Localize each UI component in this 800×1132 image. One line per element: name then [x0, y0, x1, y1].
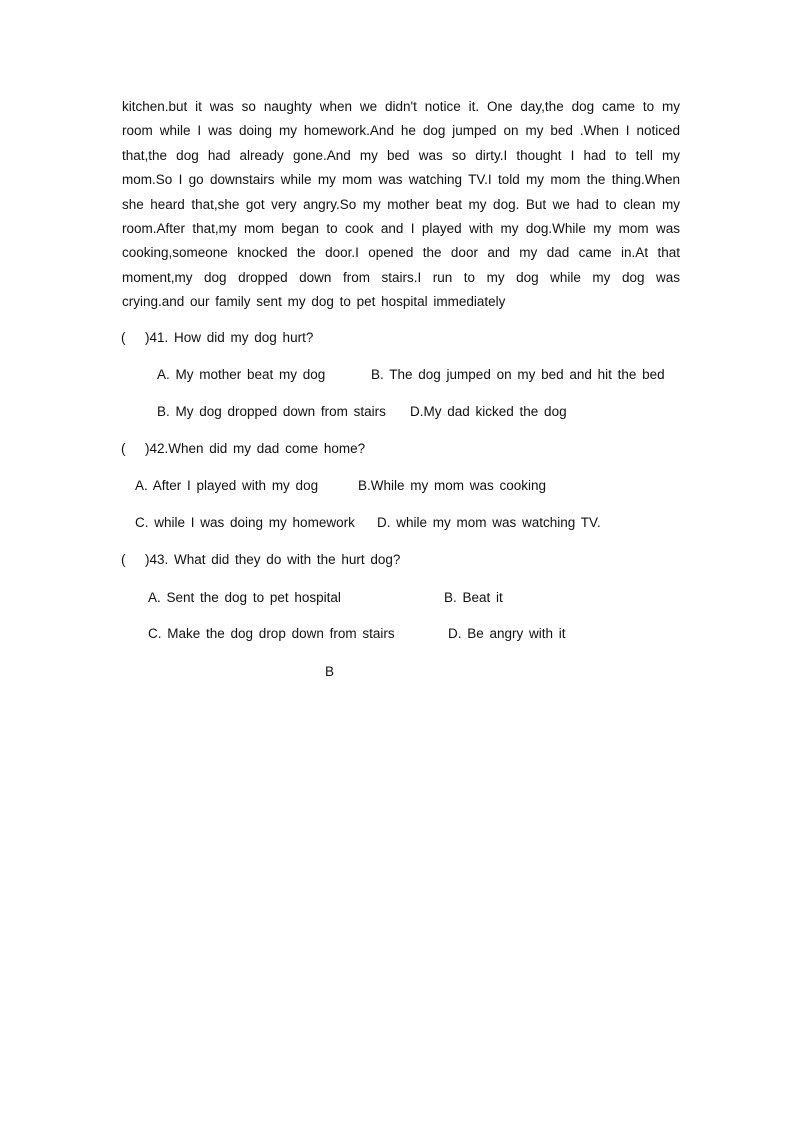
option-a: A. After I played with my dog — [135, 478, 319, 493]
answer-blank: ( — [121, 441, 126, 456]
answer-blank: ( — [121, 330, 126, 345]
passage-line: moment,my dog dropped down from stairs.I run to my dog while my dog was — [122, 269, 680, 285]
passage-line: that,the dog had already gone.And my bed was so dirty.I thought I had to tell my — [122, 147, 680, 163]
question-43-options-row-1 — [148, 587, 503, 609]
question-43-options-row-2 — [148, 623, 566, 645]
option-c: C. while I was doing my homework — [135, 515, 355, 530]
passage-line: she heard that,she got very angry.So my mother beat my dog. But we had to clean my — [122, 196, 680, 212]
reading-passage — [122, 95, 680, 315]
question-text: )43. What did they do with the hurt dog? — [145, 552, 401, 567]
answer-key: B — [325, 664, 335, 679]
question-text: )41. How did my dog hurt? — [145, 330, 314, 345]
option-c: B. My dog dropped down from stairs — [157, 404, 386, 419]
question-42-options-row-1 — [135, 475, 546, 497]
option-d: D.My dad kicked the dog — [410, 404, 567, 419]
option-a: A. Sent the dog to pet hospital — [148, 590, 341, 605]
question-text: )42.When did my dad come home? — [145, 441, 366, 456]
question-42-stem — [121, 438, 365, 460]
option-b: B. The dog jumped on my bed and hit the bed — [371, 367, 665, 382]
passage-line: cooking,someone knocked the door.I opened the door and my dad came in.At that — [122, 245, 680, 261]
answer-blank: ( — [121, 552, 126, 567]
passage-line: room while I was doing my homework.And he dog jumped on my bed .When I noticed — [122, 123, 680, 139]
option-c: C. Make the dog drop down from stairs — [148, 626, 395, 641]
question-41-options-row-1 — [157, 364, 665, 386]
passage-line: mom.So I go downstairs while my mom was watching TV.I told my mom the thing.When — [122, 172, 680, 188]
passage-line: crying.and our family sent my dog to pet hospital immediately — [122, 294, 506, 310]
question-42-options-row-2 — [135, 512, 601, 534]
question-41-stem — [121, 327, 313, 349]
question-41-options-row-2 — [157, 401, 567, 423]
question-43-stem — [121, 549, 400, 571]
option-d: D. while my mom was watching TV. — [377, 515, 601, 530]
option-d: D. Be angry with it — [448, 626, 566, 641]
passage-line: kitchen.but it was so naughty when we didn't notice it. One day,the dog came to my — [122, 99, 680, 114]
option-b: B.While my mom was cooking — [358, 478, 547, 493]
passage-line: room.After that,my mom began to cook and I played with my dog.While my mom was — [122, 220, 680, 236]
option-b: B. Beat it — [444, 590, 503, 605]
option-a: A. My mother beat my dog — [157, 367, 326, 382]
